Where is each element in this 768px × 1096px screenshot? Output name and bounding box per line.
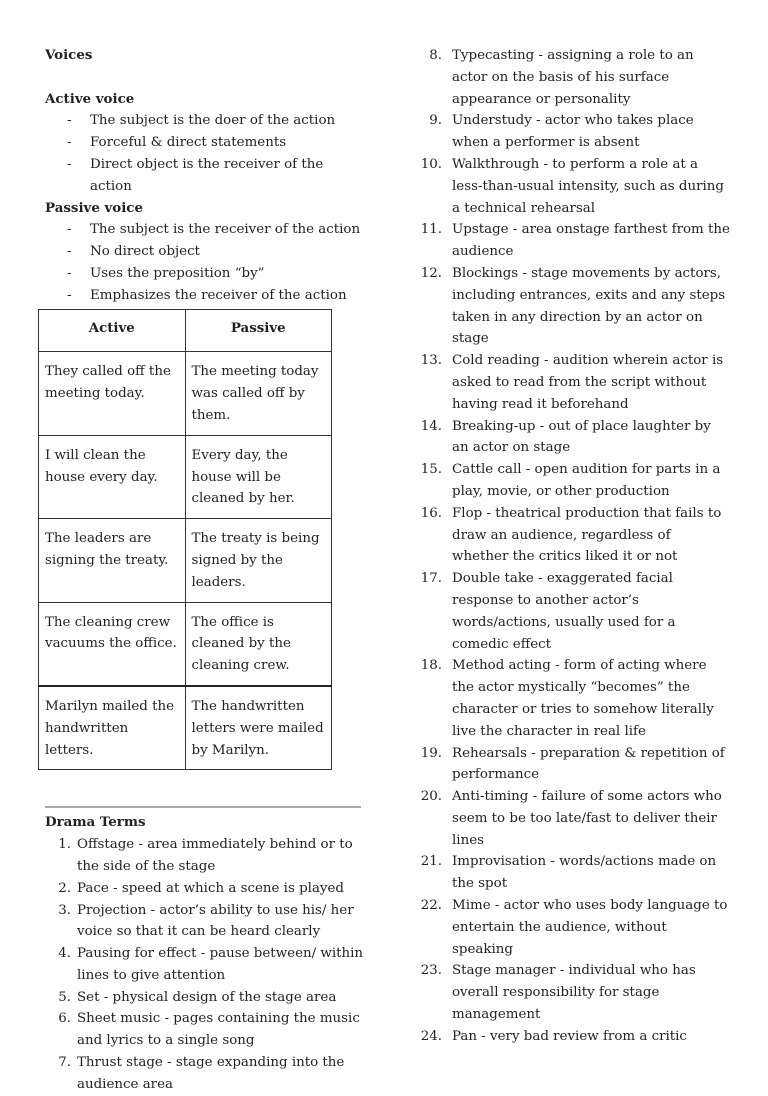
drama-terms-heading: Drama Terms <box>45 814 146 831</box>
list-item: 15. Cattle call - open audition for parts in a play, movie, or other production <box>420 459 730 503</box>
table-header-row <box>39 309 332 352</box>
item-number: 9. <box>429 113 442 129</box>
table-header-active: Active <box>39 309 186 352</box>
drama-terms-list-right <box>420 45 730 1048</box>
item-number: 5. <box>58 989 71 1005</box>
list-item: 21. Improvisation - words/actions made on the spot <box>420 851 730 895</box>
list-item: 7. Thrust stage - stage expanding into the audience area <box>45 1052 365 1096</box>
item-number: 17. <box>420 571 442 587</box>
list-item: 9. Understudy - actor who takes place when a performer is absent <box>420 110 730 154</box>
item-number: 24. <box>420 1028 442 1044</box>
active-cell: I will clean the house every day. <box>39 435 186 518</box>
passive-voice-list <box>45 219 365 306</box>
item-number: 15. <box>420 462 442 478</box>
item-number: 6. <box>58 1011 71 1027</box>
list-item: 1. Offstage - area immediately behind or to the side of the stage <box>45 834 365 878</box>
list-item: 11. Upstage - area onstage farthest from the audience <box>420 219 730 263</box>
list-item: 12. Blockings - stage movements by actors, including entrances, exits and any steps taken in any direction by an actor on stage <box>420 263 730 350</box>
item-number: 14. <box>420 418 442 434</box>
list-item: 8. Typecasting - assigning a role to an actor on the basis of his surface appearance or personality <box>420 45 730 110</box>
item-number: 23. <box>420 963 442 979</box>
list-item: 10. Walkthrough - to perform a role at a less-than-usual intensity, such as during a technical rehearsal <box>420 154 730 219</box>
item-number: 20. <box>420 789 442 805</box>
item-number: 1. <box>58 837 71 853</box>
item-number: 18. <box>420 658 442 674</box>
bullet-dash: - <box>67 156 72 172</box>
list-item: - The subject is the doer of the action <box>45 110 365 132</box>
table-row <box>39 686 332 770</box>
list-item: 18. Method acting - form of acting where the actor mystically “becomes” the character or tries to somehow literally live the character in real life <box>420 655 730 742</box>
list-item: 2. Pace - speed at which a scene is played <box>45 878 365 900</box>
list-item: - The subject is the receiver of the action <box>45 219 365 241</box>
item-number: 12. <box>420 265 442 281</box>
active-cell: They called off the meeting today. <box>39 352 186 435</box>
table-row <box>39 519 332 602</box>
list-item: 14. Breaking-up - out of place laughter by an actor on stage <box>420 416 730 460</box>
passive-cell: The meeting today was called off by them. <box>185 352 332 435</box>
list-item: 20. Anti-timing - failure of some actors who seem to be too late/fast to deliver their lines <box>420 786 730 851</box>
passive-cell: Every day, the house will be cleaned by her. <box>185 435 332 518</box>
active-cell: The cleaning crew vacuums the office. <box>39 602 186 686</box>
passive-cell: The treaty is being signed by the leaders. <box>185 519 332 602</box>
list-item: 5. Set - physical design of the stage area <box>45 987 365 1009</box>
list-item: 4. Pausing for effect - pause between/ within lines to give attention <box>45 943 365 987</box>
item-number: 21. <box>420 854 442 870</box>
bullet-dash: - <box>67 113 72 129</box>
table-row <box>39 352 332 435</box>
passive-cell: The office is cleaned by the cleaning crew. <box>185 602 332 686</box>
voices-title: Voices <box>45 47 93 63</box>
item-number: 10. <box>420 156 442 172</box>
list-item: 24. Pan - very bad review from a critic <box>420 1026 730 1048</box>
active-voice-list <box>45 110 365 197</box>
list-item: 13. Cold reading - audition wherein actor is asked to read from the script without having read it beforehand <box>420 350 730 415</box>
item-number: 22. <box>420 898 442 914</box>
list-item: 23. Stage manager - individual who has overall responsibility for stage management <box>420 960 730 1025</box>
item-number: 4. <box>58 946 71 962</box>
bullet-dash: - <box>67 244 72 260</box>
active-cell: Marilyn mailed the handwritten letters. <box>39 686 186 770</box>
table-header-passive: Passive <box>185 309 332 352</box>
active-cell: The leaders are signing the treaty. <box>39 519 186 602</box>
item-number: 19. <box>420 745 442 761</box>
list-item: - Direct object is the receiver of the action <box>45 154 365 198</box>
list-item: 22. Mime - actor who uses body language to entertain the audience, without speaking <box>420 895 730 960</box>
section-divider <box>45 806 361 808</box>
item-number: 11. <box>420 222 442 238</box>
passive-cell: The handwritten letters were mailed by Marilyn. <box>185 686 332 770</box>
table-row <box>39 602 332 686</box>
item-number: 16. <box>420 505 442 521</box>
list-item: 17. Double take - exaggerated facial response to another actor’s words/actions, usually used for a comedic effect <box>420 568 730 655</box>
list-item: 3. Projection - actor’s ability to use his/ her voice so that it can be heard clearly <box>45 900 365 944</box>
bullet-dash: - <box>67 135 72 151</box>
item-number: 3. <box>58 902 71 918</box>
bullet-dash: - <box>67 287 72 303</box>
item-number: 2. <box>58 880 71 896</box>
left-column <box>45 45 365 1096</box>
list-item: 19. Rehearsals - preparation & repetition of performance <box>420 743 730 787</box>
list-item: - No direct object <box>45 241 365 263</box>
list-item: - Forceful & direct statements <box>45 132 365 154</box>
item-number: 13. <box>420 353 442 369</box>
item-number: 8. <box>429 48 442 63</box>
table-row <box>39 435 332 518</box>
bullet-dash: - <box>67 265 72 281</box>
list-item: 6. Sheet music - pages containing the music and lyrics to a single song <box>45 1008 365 1052</box>
list-item: 16. Flop - theatrical production that fails to draw an audience, regardless of whether the critics liked it or not <box>420 503 730 568</box>
passive-voice-heading: Passive voice <box>45 199 143 216</box>
right-column <box>420 45 730 1048</box>
list-item: - Uses the preposition “by” <box>45 263 365 285</box>
item-number: 7. <box>58 1055 71 1071</box>
list-item: - Emphasizes the receiver of the action <box>45 285 365 307</box>
drama-terms-list-left <box>45 834 365 1096</box>
voice-examples-table <box>38 309 332 771</box>
bullet-dash: - <box>67 222 72 238</box>
active-voice-heading: Active voice <box>45 90 135 107</box>
